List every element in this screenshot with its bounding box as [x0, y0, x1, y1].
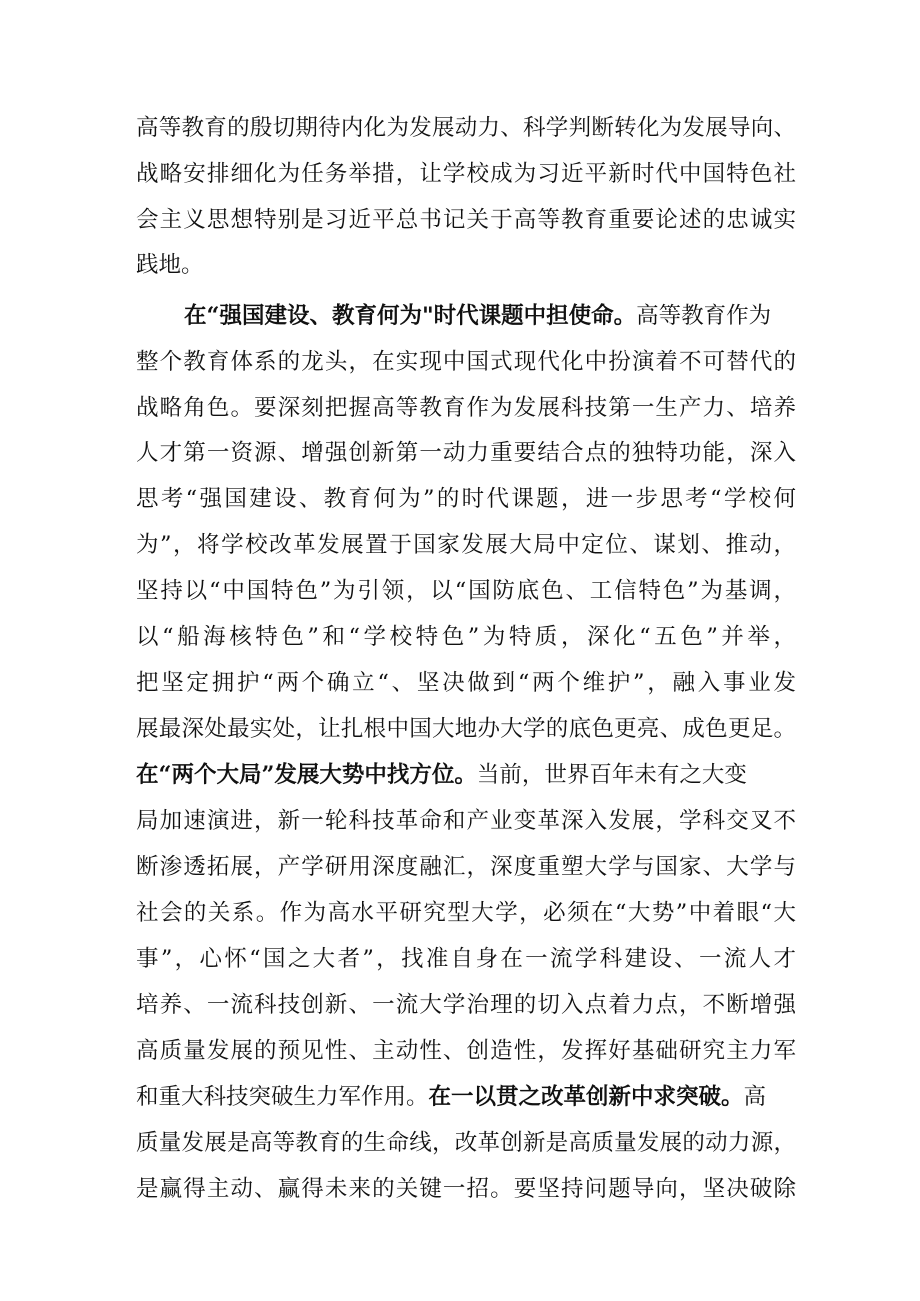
- paragraph-line: 局加速演进，新一轮科技革命和产业变革深入发展，学科交叉不: [136, 808, 796, 834]
- paragraph-text: 和重大科技突破生力军作用。: [136, 1084, 429, 1110]
- paragraph-line: 战略安排细化为任务举措，让学校成为习近平新时代中国特色社: [136, 161, 796, 187]
- paragraph-line: 是赢得主动、赢得未来的关键一招。要坚持问题导向，坚决破除: [136, 1176, 796, 1202]
- paragraph-line: 展最深处最实处，让扎根中国大地办大学的底色更亮、成色更足。: [136, 716, 796, 742]
- paragraph-text: 高: [743, 1084, 767, 1110]
- paragraph-line: 会主义思想特别是习近平总书记关于高等教育重要论述的忠诚实: [136, 207, 796, 233]
- paragraph-line: [136, 1077, 796, 1117]
- paragraph-text: 当前，世界百年未有之大变: [476, 762, 747, 788]
- paragraph-text: 高等教育作为: [636, 303, 772, 329]
- paragraph-line: 事”，心怀“国之大者”，找准自身在一流学科建设、一流人才: [136, 946, 796, 972]
- paragraph-line: 坚持以“中国特色”为引领，以“国防底色、工信特色”为基调，: [136, 578, 796, 604]
- paragraph-line: 高质量发展的预见性、主动性、创造性，发挥好基础研究主力军: [136, 1038, 796, 1064]
- paragraph-line: 人才第一资源、增强创新第一动力重要结合点的独特功能，深入: [136, 440, 796, 466]
- paragraph-line: [136, 755, 796, 795]
- paragraph-line: 断渗透拓展，产学研用深度融汇，深度重塑大学与国家、大学与: [136, 854, 796, 880]
- section-heading: 在“两个大局”发展大势中找方位。: [136, 762, 477, 788]
- paragraph-line: [184, 296, 796, 336]
- paragraph-line: 培养、一流科技创新、一流大学治理的切入点着力点，不断增强: [136, 992, 796, 1018]
- paragraph-line: 践地。: [136, 252, 204, 278]
- paragraph-line: 把坚定拥护“两个确立“、坚决做到“两个维护”，融入事业发: [136, 670, 796, 696]
- paragraph-line: 社会的关系。作为高水平研究型大学，必须在“大势”中着眼“大: [136, 900, 796, 926]
- section-heading: 在“强国建设、教育何为"时代课题中担使命。: [184, 303, 637, 329]
- section-heading: 在一以贯之改革创新中求突破。: [428, 1084, 744, 1110]
- paragraph-line: 为”，将学校改革发展置于国家发展大局中定位、谋划、推动，: [136, 532, 796, 558]
- paragraph-line: 思考“强国建设、教育何为”的时代课题，进一步思考“学校何: [136, 486, 796, 512]
- paragraph-line: 高等教育的殷切期待内化为发展动力、科学判断转化为发展导向、: [136, 115, 796, 141]
- paragraph-line: 质量发展是高等教育的生命线，改革创新是高质量发展的动力源，: [136, 1130, 796, 1156]
- paragraph-line: 以“船海核特色”和“学校特色”为特质，深化“五色”并举，: [136, 624, 796, 650]
- paragraph-line: 战略角色。要深刻把握高等教育作为发展科技第一生产力、培养: [136, 395, 796, 421]
- paragraph-line: 整个教育体系的龙头，在实现中国式现代化中扮演着不可替代的: [136, 349, 796, 375]
